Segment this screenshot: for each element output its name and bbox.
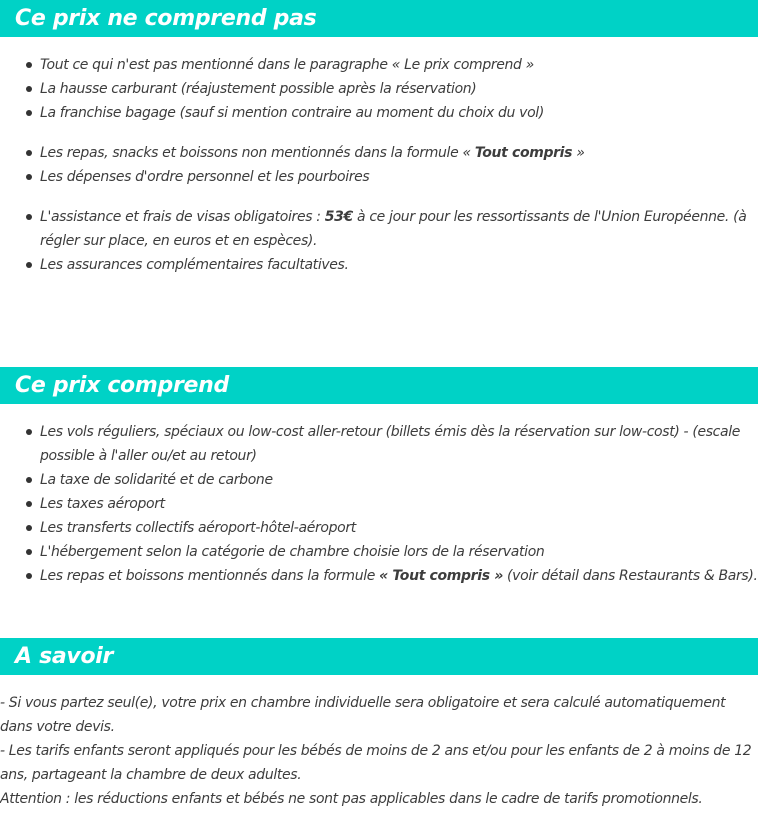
section-title-a-savoir: A savoir [15, 644, 114, 669]
section-included [0, 367, 758, 588]
list-item: Tout ce qui n'est pas mentionné dans le paragraphe « Le prix comprend » [0, 53, 758, 77]
a-savoir-line: - Si vous partez seul(e), votre prix en chambre individuelle sera obligatoire et sera calculé automatiquement dans votre devis. [0, 695, 726, 735]
list-item: L'hébergement selon la catégorie de chambre choisie lors de la réservation [0, 540, 758, 564]
section-header-not-included [0, 0, 758, 37]
section-title-not-included: Ce prix ne comprend pas [15, 6, 317, 31]
a-savoir-line: Attention : les réductions enfants et bébés ne sont pas applicables dans le cadre de tarifs promotionnels. [0, 791, 703, 807]
section-title-included: Ce prix comprend [15, 373, 229, 398]
section-header-included [0, 367, 758, 404]
section-header-a-savoir [0, 638, 758, 675]
list-item: La taxe de solidarité et de carbone [0, 468, 758, 492]
list-item: Les vols réguliers, spéciaux ou low-cost aller-retour (billets émis dès la réservation sur low-cost) - (escale possible à l'aller ou/et au retour) [0, 420, 758, 468]
section-not-included [0, 0, 758, 277]
list-included [0, 420, 758, 588]
list-item: Les taxes aéroport [0, 492, 758, 516]
list-item: La franchise bagage (sauf si mention contraire au moment du choix du vol) [0, 101, 758, 125]
a-savoir-text [0, 691, 758, 811]
list-not-included [0, 53, 758, 277]
list-item: Les dépenses d'ordre personnel et les pourboires [0, 165, 758, 189]
list-item: Les transferts collectifs aéroport-hôtel-aéroport [0, 516, 758, 540]
bold-text: 53€ [324, 209, 353, 225]
list-item: Les assurances complémentaires facultatives. [0, 253, 758, 277]
list-item: L'assistance et frais de visas obligatoires : 53€ à ce jour pour les ressortissants de l'Union Européenne. (à régler sur place, en euros et en espèces). [0, 205, 758, 253]
list-item: Les repas, snacks et boissons non mentionnés dans la formule « Tout compris » [0, 141, 758, 165]
bold-text: « Tout compris » [379, 568, 503, 584]
list-item: Les repas et boissons mentionnés dans la formule « Tout compris » (voir détail dans Restaurants & Bars). [0, 564, 758, 588]
a-savoir-line: - Les tarifs enfants seront appliqués pour les bébés de moins de 2 ans et/ou pour les enfants de 2 à moins de 12 ans, partageant la chambre de deux adultes. [0, 743, 752, 783]
section-a-savoir [0, 638, 758, 811]
bold-text: Tout compris [474, 145, 573, 161]
list-item: La hausse carburant (réajustement possible après la réservation) [0, 77, 758, 101]
